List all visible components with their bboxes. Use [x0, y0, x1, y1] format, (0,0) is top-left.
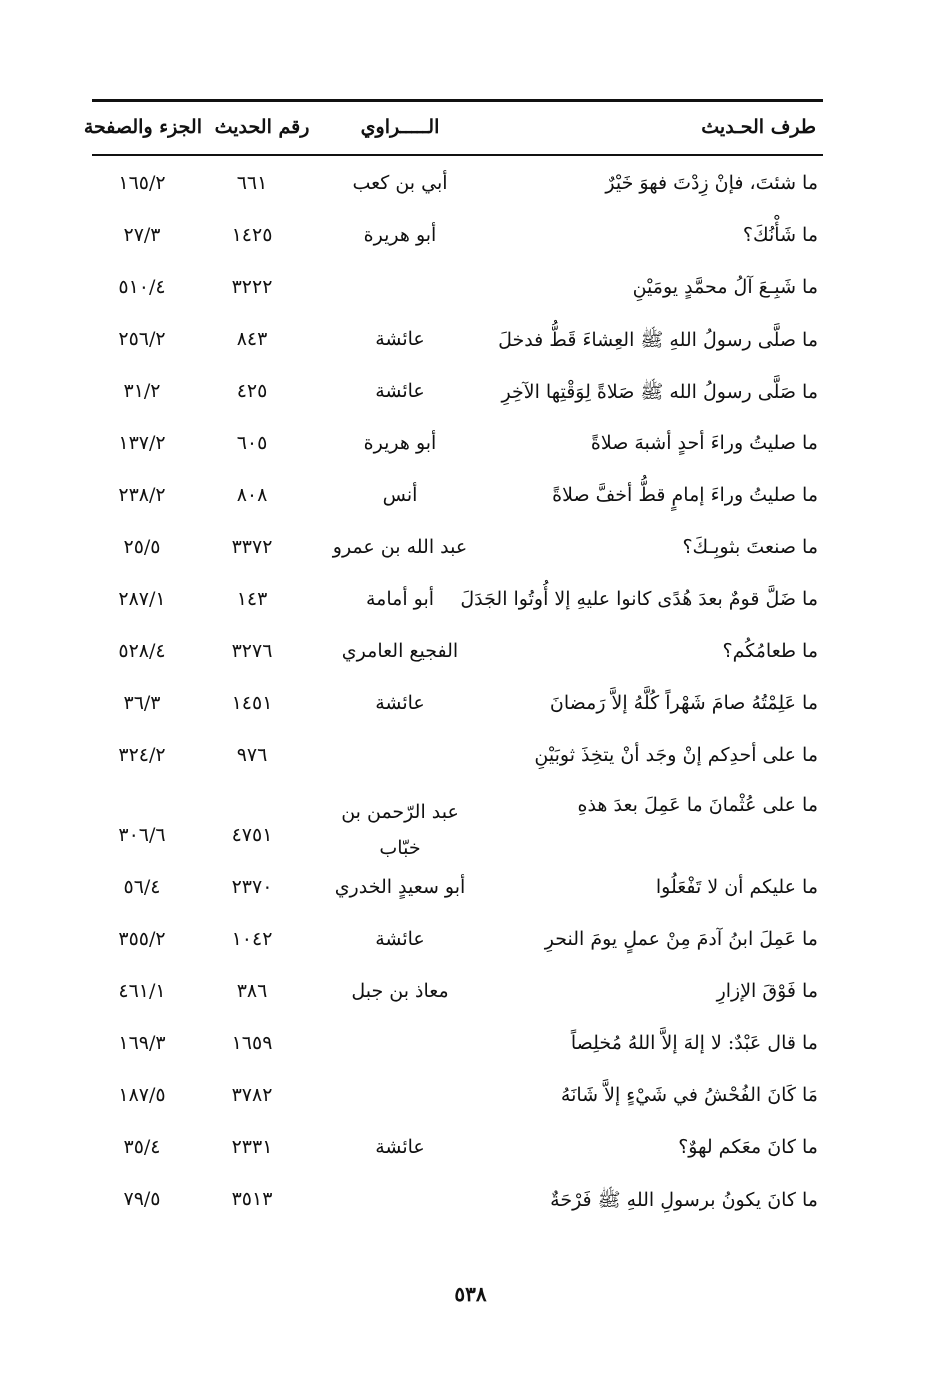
volume-page: ١٣٧/٢ [118, 432, 166, 454]
volume-page: ٣١/٢ [123, 380, 161, 402]
hadith-text: ما شئتَ، فإنْ زِدْتَ فهوَ خَيْرٌ [605, 172, 818, 194]
hadith-number: ٢٣٧٠ [231, 876, 273, 898]
hadith-number: ١٤٢٥ [231, 224, 273, 246]
volume-page: ٢٧/٣ [123, 224, 161, 246]
hadith-number: ١٦٥٩ [231, 1032, 273, 1054]
volume-page: ٢٨٧/١ [118, 588, 166, 610]
header-hadith: طرف الحـديث [701, 116, 816, 138]
narrator-text: عائشة [375, 692, 425, 714]
narrator-text: معاذ بن جبل [351, 980, 449, 1002]
table-row [0, 626, 941, 678]
hadith-number: ٣٢٢٢ [231, 276, 273, 298]
narrator-text: عائشة [375, 380, 425, 402]
volume-page: ١٦٩/٣ [118, 1032, 166, 1054]
hadith-text: ما شَأْنُكَ؟ [742, 224, 818, 246]
narrator-text: أبو هريرة [363, 432, 437, 454]
hadith-text: ما صَلَّى رسولُ الله ﷺ صَلاةً لِوَقْتِها الآخِرِ [501, 381, 818, 403]
narrator-text: أبو سعيدٍ الخدري [334, 876, 466, 898]
hadith-text: ما كانَ يكونُ برسولِ اللهِ ﷺ فَرْحَةٌ [550, 1189, 818, 1211]
hadith-text: ما كانَ معَكم لهوٌ؟ [678, 1136, 818, 1158]
hadith-text: مَا كَانَ الفُحْشُ في شَيْءٍ إلاَّ شَانَهُ [560, 1084, 818, 1106]
header-rule [92, 154, 823, 156]
header-number: رقم الحديث [214, 116, 310, 138]
table-row [0, 574, 941, 626]
table-row [0, 1070, 941, 1122]
hadith-text: ما عَمِلَ ابنُ آدمَ مِنْ عملٍ يومَ النحرِ [544, 928, 818, 950]
hadith-text: ما على عُثْمانَ ما عَمِلَ بعدَ هذهِ [577, 794, 818, 816]
narrator-text: عائشة [375, 928, 425, 950]
narrator-text: أبو هريرة [363, 224, 437, 246]
hadith-text: ما صليتُ وراءَ إمامٍ قطُّ أخفَّ صلاةً [552, 484, 818, 506]
table-row [0, 730, 941, 782]
table-row [0, 1174, 941, 1226]
table-row [0, 1122, 941, 1174]
hadith-number: ٤٧٥١ [231, 824, 273, 846]
hadith-number: ٣٥١٣ [231, 1188, 273, 1210]
page-number: ٥٣٨ [454, 1282, 487, 1306]
hadith-text: ما قال عَبْدٌ: لا إلهَ إلاَّ اللهُ مُخلِصاً [570, 1032, 818, 1054]
hadith-text: ما على أحدِكم إنْ وجَد أنْ يتخِذَ ثوبَيْنِ [534, 744, 818, 766]
volume-page: ٥٦/٤ [123, 876, 161, 898]
hadith-number: ٨٠٨ [236, 484, 268, 506]
hadith-number: ٦٦١ [236, 172, 268, 194]
hadith-text: ما صليتُ وراءَ أحدٍ أشبهَ صلاةً [590, 432, 818, 454]
table-row [0, 678, 941, 730]
volume-page: ١٨٧/٥ [118, 1084, 166, 1106]
hadith-text: ما صنعتَ بثوبِـكَ؟ [682, 536, 818, 558]
hadith-number: ٦٠٥ [236, 432, 268, 454]
header-narrator: الـــــراوي [360, 116, 440, 138]
volume-page: ٣٥/٤ [123, 1136, 161, 1158]
hadith-text: ما شَبِـعَ آلُ محمَّدٍ يومَيْنِ [632, 276, 818, 298]
hadith-number: ٣٧٨٢ [231, 1084, 273, 1106]
hadith-number: ٢٣٣١ [231, 1136, 273, 1158]
hadith-number: ٩٧٦ [236, 744, 268, 766]
narrator-text: الفجيع العامري [341, 640, 459, 662]
table-row [0, 366, 941, 418]
narrator-text: أبو أمامة [365, 588, 435, 610]
hadith-index-table [0, 158, 941, 1226]
narrator-text: أنس [382, 484, 418, 506]
table-row [0, 470, 941, 522]
volume-page: ٣٢٤/٢ [118, 744, 166, 766]
volume-page: ٤٦١/١ [118, 980, 166, 1002]
volume-page: ٣٥٥/٢ [118, 928, 166, 950]
table-row [0, 914, 941, 966]
hadith-number: ١٤٥١ [231, 692, 273, 714]
hadith-number: ٣٣٧٢ [231, 536, 273, 558]
table-row [0, 966, 941, 1018]
hadith-text: ما فَوْقَ الإزارِ [716, 980, 818, 1002]
hadith-number: ١٤٣ [236, 588, 268, 610]
hadith-text: ما عَلِمْتُهُ صامَ شَهْراً كُلَّهُ إلاَّ رَمضانَ [549, 692, 818, 714]
hadith-number: ٣٢٧٦ [231, 640, 273, 662]
hadith-number: ٤٢٥ [236, 380, 268, 402]
hadith-text: ما عليكم أن لا تَفْعَلُوا [655, 876, 818, 898]
volume-page: ٥٢٨/٤ [118, 640, 166, 662]
hadith-text: ما ضَلَّ قومٌ بعدَ هُدًى كانوا عليهِ إلا أُوتُوا الجَدَلَ [460, 588, 818, 610]
volume-page: ٧٩/٥ [123, 1188, 161, 1210]
narrator-text: عائشة [375, 1136, 425, 1158]
hadith-number: ١٠٤٢ [231, 928, 273, 950]
hadith-text: ما صلَّى رسولُ اللهِ ﷺ العِشاءَ قَطُّ فدخلَ [498, 329, 818, 351]
volume-page: ٣٦/٣ [123, 692, 161, 714]
volume-page: ٢٣٨/٢ [118, 484, 166, 506]
table-row [0, 522, 941, 574]
hadith-text: ما طعامُكُم؟ [722, 640, 818, 662]
table-row [0, 1018, 941, 1070]
table-row [0, 418, 941, 470]
top-rule [92, 99, 823, 102]
volume-page: ٥١٠/٤ [118, 276, 166, 298]
table-row [0, 262, 941, 314]
table-row [0, 862, 941, 914]
narrator-text: عبد الله بن عمرو [332, 536, 468, 558]
narrator-text: عائشة [375, 328, 425, 350]
volume-page: ٣٠٦/٦ [118, 824, 166, 846]
table-row [0, 314, 941, 366]
hadith-number: ٨٤٣ [236, 328, 268, 350]
volume-page: ٢٥/٥ [123, 536, 161, 558]
narrator-text: أبي بن كعب [352, 172, 448, 194]
table-row [0, 210, 941, 262]
header-volume-page: الجزء والصفحة [83, 116, 202, 138]
table-row [0, 158, 941, 210]
volume-page: ٢٥٦/٢ [118, 328, 166, 350]
volume-page: ١٦٥/٢ [118, 172, 166, 194]
narrator-text: عبد الرّحمن بن خبّاب [341, 801, 459, 859]
hadith-number: ٣٨٦ [236, 980, 268, 1002]
table-row [0, 782, 941, 862]
